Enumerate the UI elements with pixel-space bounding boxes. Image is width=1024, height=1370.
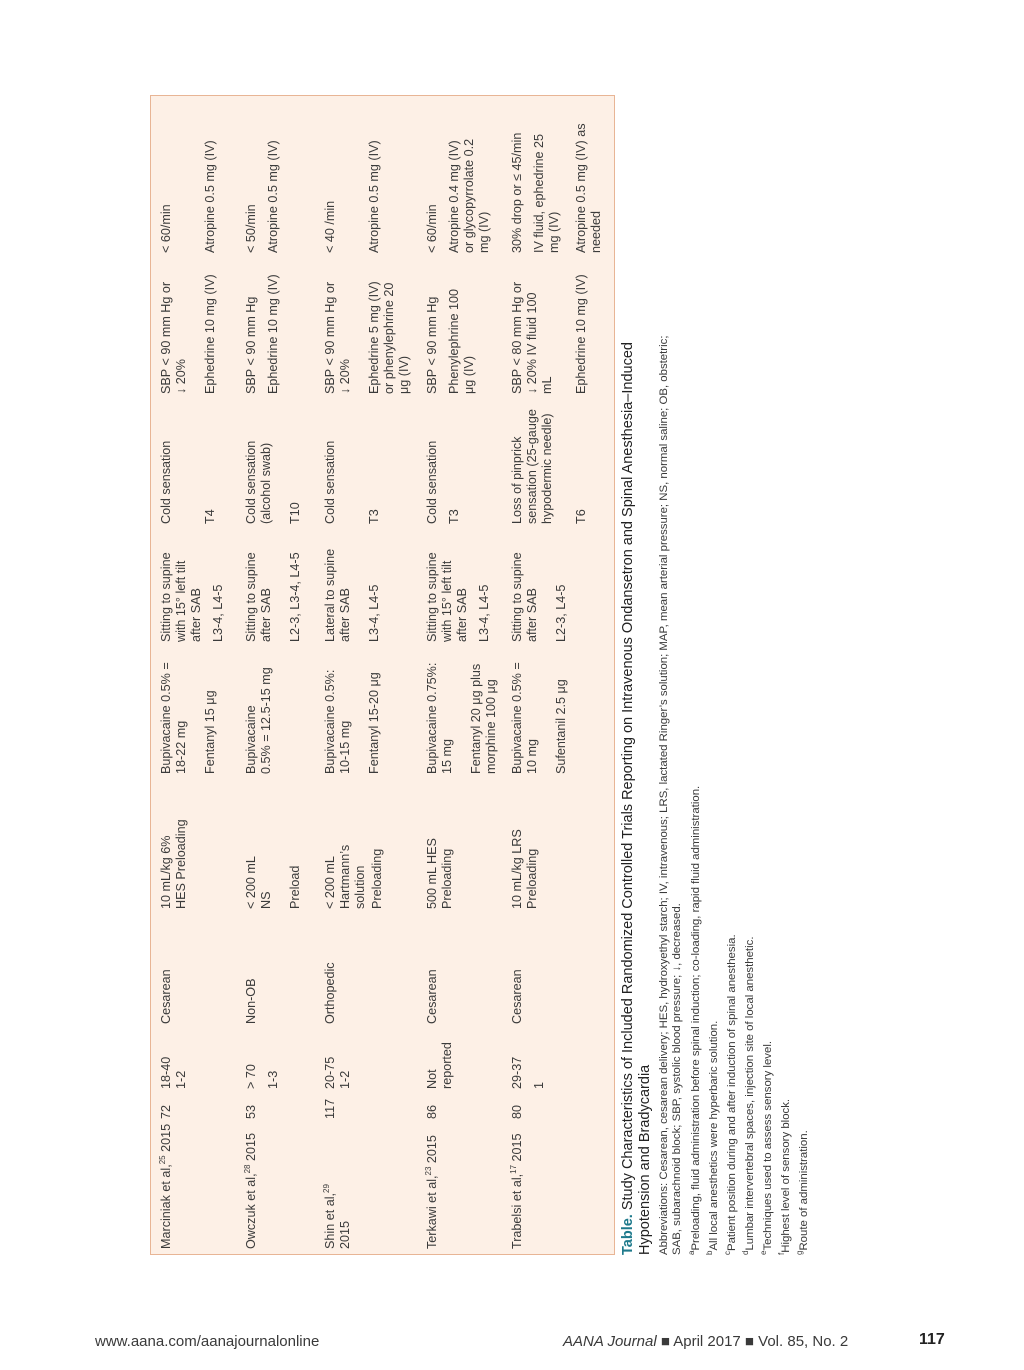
n-cell: 80 bbox=[510, 1104, 524, 1119]
technique-cell: Cold sensation bbox=[323, 440, 337, 524]
surgery-cell: Cesarean bbox=[510, 969, 524, 1024]
hypotension-treatment-cell: Ephedrine 5 mg (IV) or phenylephrine 20 μg (IV) bbox=[367, 281, 411, 394]
fluid-timing-cell: Preloading bbox=[370, 848, 384, 909]
asa-cell: 1 bbox=[532, 1081, 546, 1089]
opioid-cell: Fentanyl 15 μg bbox=[203, 690, 217, 774]
hypotension-treatment-cell: Ephedrine 10 mg (IV) bbox=[203, 274, 217, 394]
fluid-timing-cell: Preload bbox=[288, 865, 302, 909]
bradycardia-definition-cell: < 40 /min bbox=[323, 200, 337, 253]
local-anesthetic-cell: Bupivacaine 0.75%: 15 mg bbox=[425, 662, 454, 774]
age-cell: 20-75 bbox=[323, 1056, 337, 1089]
fluid-cell: 10 mL/kg 6% HES Preloading bbox=[159, 819, 188, 909]
study-table bbox=[150, 95, 615, 1255]
hypotension-treatment-cell: Ephedrine 10 mg (IV) bbox=[574, 274, 588, 394]
level-cell: T6 bbox=[574, 509, 588, 524]
technique-cell: Cold sensation bbox=[425, 440, 439, 524]
hypotension-definition-cell: SBP < 90 mm Hg bbox=[244, 296, 258, 394]
study-cell: Owczuk et al,$^{28}$ 2015 bbox=[242, 1132, 258, 1249]
caption-label: Table. bbox=[620, 1214, 636, 1255]
table-caption bbox=[620, 95, 654, 1255]
bradycardia-definition-cell: < 60/min bbox=[159, 204, 173, 253]
abbreviations-line1: Abbreviations: Cesarean, cesarean delivery; HES, hydroxyethyl starch; IV, intravenous; LRS, lactated Ringer’s solution; MAP, mean arterial pressure; NS, normal saline; OB, obstetric; bbox=[658, 335, 670, 1255]
position-cell: Sitting to supine after SAB bbox=[510, 552, 539, 642]
asa-cell: 1-2 bbox=[174, 1070, 188, 1089]
study-cell: Terkawi et al,$^{23}$ 2015 bbox=[423, 1135, 439, 1249]
local-anesthetic-cell: Bupivacaine 0.5%: 10-15 mg bbox=[323, 669, 352, 774]
footnote-e: $^e$Techniques used to assess sensory level. bbox=[758, 1040, 774, 1255]
page-number: 117 bbox=[919, 1331, 945, 1348]
abbreviations-line2: SAB, subarachnoid block; SBP, systolic blood pressure; ↓, decreased. bbox=[671, 903, 684, 1255]
space-cell: L3-4, L4-5 bbox=[367, 584, 381, 642]
table-footnotes bbox=[658, 95, 811, 1255]
space-cell: L3-4, L4-5 bbox=[211, 584, 225, 642]
age-cell: Not reported bbox=[425, 1042, 454, 1089]
bradycardia-treatment-extra-cell: Atropine 0.5 mg (IV) as needed bbox=[574, 123, 603, 253]
age-cell: 18-40 bbox=[159, 1056, 173, 1089]
n-cell: 72 bbox=[159, 1104, 173, 1119]
bradycardia-treatment-cell: Atropine 0.5 mg (IV) bbox=[203, 140, 217, 253]
space-cell: L2-3, L3-4, L4-5 bbox=[288, 552, 302, 642]
n-cell: 53 bbox=[244, 1104, 258, 1119]
age-cell: > 70 bbox=[244, 1064, 258, 1089]
bradycardia-treatment-cell: IV fluid, ephedrine 25 mg (IV) bbox=[532, 133, 561, 253]
opioid-cell: Fentanyl 20 μg plus morphine 100 μg bbox=[469, 663, 498, 774]
position-cell: Lateral to supine after SAB bbox=[323, 548, 352, 642]
footnote-d: $^d$Lumbar intervertebral spaces, injection site of local anesthetic. bbox=[740, 936, 756, 1255]
opioid-cell: Sufentanil 2.5 μg bbox=[554, 679, 568, 774]
caption-text-line2: Hypotension and Bradycardia bbox=[637, 1064, 653, 1255]
fluid-cell: 10 mL/kg LRS Preloading bbox=[510, 829, 539, 909]
surgery-cell: Non-OB bbox=[244, 978, 258, 1024]
n-cell: 117 bbox=[323, 1098, 337, 1119]
n-cell: 86 bbox=[425, 1104, 439, 1119]
fluid-cell: < 200 mL NS bbox=[244, 856, 273, 909]
level-cell: T3 bbox=[367, 509, 381, 524]
level-cell: T4 bbox=[203, 509, 217, 524]
local-anesthetic-cell: Bupivacaine 0.5% = 12.5-15 mg bbox=[244, 667, 273, 774]
local-anesthetic-cell: Bupivacaine 0.5% = 10 mg bbox=[510, 662, 539, 774]
bradycardia-treatment-cell: Atropine 0.4 mg (IV) or glycopyrrolate 0.2 mg (IV) bbox=[447, 138, 491, 253]
fluid-cell: < 200 mL Hartmann’s solution bbox=[323, 844, 367, 909]
position-cell: Sitting to supine with 15° left tilt after SAB bbox=[425, 552, 469, 642]
level-cell: T3 bbox=[447, 509, 461, 524]
caption-text: Study Characteristics of Included Randomized Controlled Trials Reporting on Intravenous Ondansetron and Spinal Anesthesia–Induced bbox=[620, 342, 636, 1215]
bradycardia-definition-cell: 30% drop or ≤ 45/min bbox=[510, 132, 524, 253]
bradycardia-treatment-cell: Atropine 0.5 mg (IV) bbox=[367, 140, 381, 253]
hypotension-treatment-cell: Ephedrine 10 mg (IV) bbox=[266, 274, 280, 394]
fluid-cell: 500 mL HES Preloading bbox=[425, 838, 454, 909]
hypotension-definition-cell: SBP < 90 mm Hg or ↓ 20% bbox=[159, 281, 188, 394]
study-cell: Marciniak et al,$^{25}$ 2015 bbox=[157, 1123, 173, 1249]
footnote-a: $^a$Preloading, fluid administration before spinal induction; co-loading, rapid fluid administration. bbox=[686, 785, 702, 1255]
opioid-cell: Fentanyl 15-20 μg bbox=[367, 672, 381, 774]
space-cell: L2-3, L4-5 bbox=[554, 584, 568, 642]
study-cell: Shin et al,$^{29}$ 2015 bbox=[321, 1184, 352, 1249]
hypotension-definition-cell: SBP < 90 mm Hg or ↓ 20% bbox=[323, 281, 352, 394]
bradycardia-definition-cell: < 60/min bbox=[425, 204, 439, 253]
journal-url: www.aana.com/aanajournalonline bbox=[95, 1333, 320, 1350]
journal-issue: AANA Journal ■ April 2017 ■ Vol. 85, No. 2 bbox=[563, 1333, 849, 1350]
technique-cell: Cold sensation bbox=[159, 440, 173, 524]
surgery-cell: Cesarean bbox=[159, 969, 173, 1024]
hypotension-definition-cell: SBP < 80 mm Hg or ↓ 20% IV fluid 100 mL bbox=[510, 281, 554, 394]
footnote-b: $^b$All local anesthetics were hyperbaric solution. bbox=[704, 1020, 720, 1255]
page-footer bbox=[0, 1327, 1024, 1357]
study-cell: Trabelsi et al,$^{17}$ 2015 bbox=[508, 1133, 524, 1249]
position-cell: Sitting to supine after SAB bbox=[244, 552, 273, 642]
hypotension-treatment-cell: Phenylephrine 100 μg (IV) bbox=[447, 288, 476, 394]
level-cell: T10 bbox=[288, 502, 302, 524]
position-cell: Sitting to supine with 15° left tilt after SAB bbox=[159, 552, 203, 642]
bradycardia-treatment-cell: Atropine 0.5 mg (IV) bbox=[266, 140, 280, 253]
rotated-page-content bbox=[150, 95, 810, 1255]
space-cell: L3-4, L4-5 bbox=[477, 584, 491, 642]
technique-cell: Cold sensation (alcohol swab) bbox=[244, 440, 273, 524]
footnote-g: $^g$Route of administration. bbox=[795, 1130, 810, 1255]
asa-cell: 1-2 bbox=[338, 1070, 352, 1089]
age-cell: 29-37 bbox=[510, 1056, 524, 1089]
surgery-cell: Orthopedic bbox=[323, 962, 337, 1024]
bradycardia-definition-cell: < 50/min bbox=[244, 204, 258, 253]
local-anesthetic-cell: Bupivacaine 0.5% = 18-22 mg bbox=[159, 662, 188, 774]
footnote-c: $^c$Patient position during and after induction of spinal anesthesia. bbox=[722, 934, 738, 1255]
technique-cell: Loss of pinprick sensation (25-gauge hypodermic needle) bbox=[510, 409, 554, 524]
hypotension-definition-cell: SBP < 90 mm Hg bbox=[425, 296, 439, 394]
footnote-f: $^f$Highest level of sensory block. bbox=[777, 1098, 792, 1255]
surgery-cell: Cesarean bbox=[425, 969, 439, 1024]
asa-cell: 1-3 bbox=[266, 1070, 280, 1089]
